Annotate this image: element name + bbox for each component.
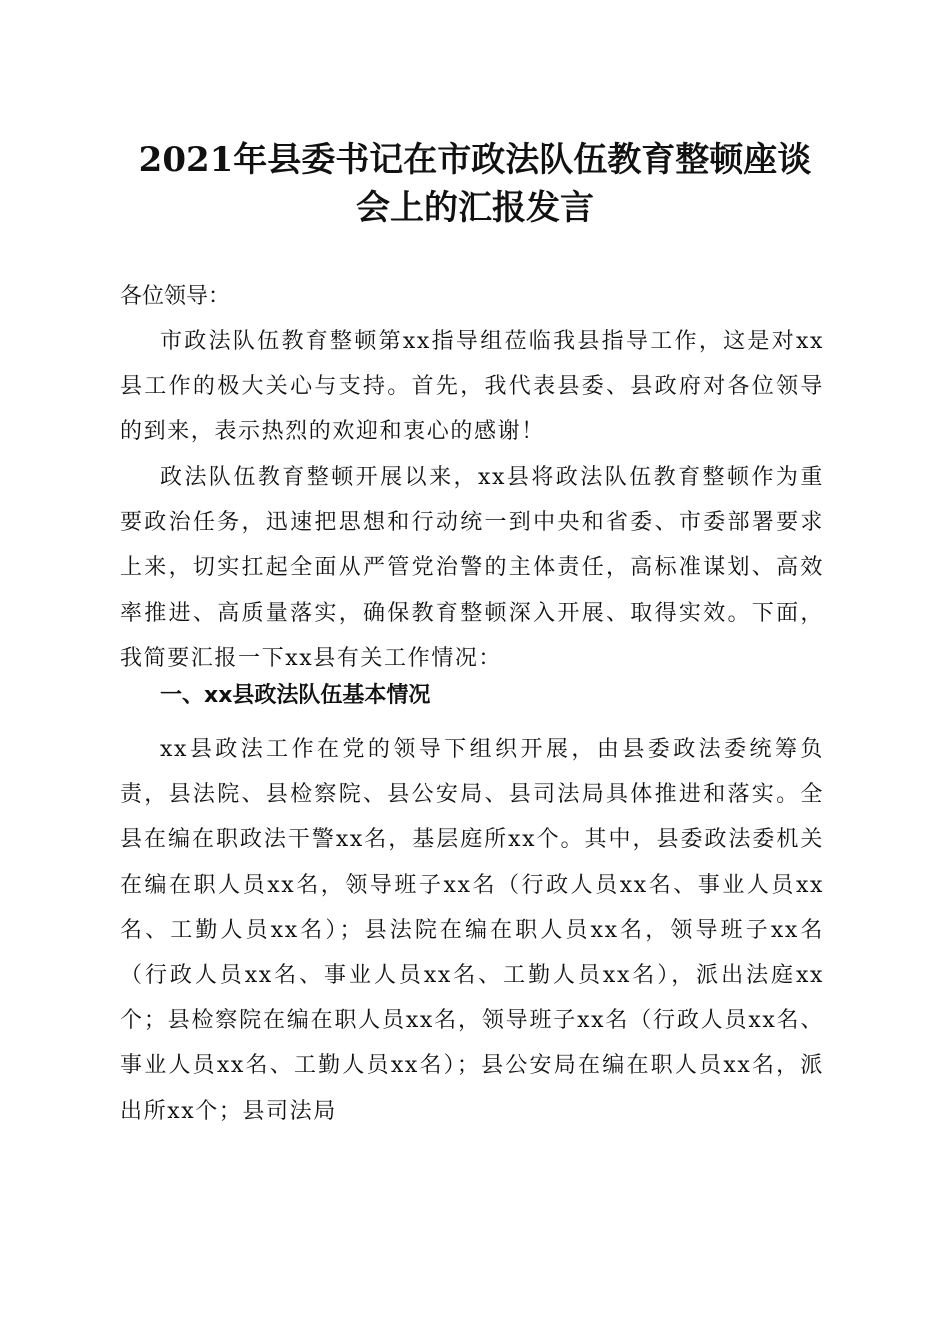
document-title-line-1: 2021年县委书记在市政法队伍教育整顿座谈 (138, 140, 812, 180)
paragraph-opening: 市政法队伍教育整顿第xx指导组莅临我县指导工作，这是对xx县工作的极大关心与支持。首先，我代表县委、县政府对各位领导的到来，表示热烈的欢迎和衷心的感谢！ (120, 329, 824, 445)
paragraph-section-body: xx县政法工作在党的领导下组织开展，由县委政法委统筹负责，县法院、县检察院、县公安局、县司法局具体推进和落实。全县在编在职政法干警xx名，基层庭所xx个。其中，县委政法委机关在编在职人员xx名，领导班子xx名（行政人员xx名、事业人员xx名、工勤人员xx名）；县法院在编在职人员xx名，领导班子xx名（行政人员xx名、事业人员xx名、工勤人员xx名），派出法庭xx个；县检察院在编在职人员xx名，领导班子xx名（行政人员xx名、事业人员xx名、工勤人员xx名）；县公安局在编在职人员xx名，派出所xx个；县司法局 (120, 737, 824, 1124)
paragraph-overview: 政法队伍教育整顿开展以来，xx县将政法队伍教育整顿作为重要政治任务，迅速把思想和行动统一到中央和省委、市委部署要求上来，切实扛起全面从严管党治警的主体责任，高标准谋划、高效率推进、高质量落实，确保教育整顿深入开展、取得实效。下面，我简要汇报一下xx县有关工作情况： (120, 465, 824, 671)
section-heading: 一、xx县政法队伍基本情况 (160, 683, 431, 708)
salutation: 各位领导： (120, 284, 231, 309)
document-title-line-2: 会上的汇报发言 (356, 188, 594, 228)
